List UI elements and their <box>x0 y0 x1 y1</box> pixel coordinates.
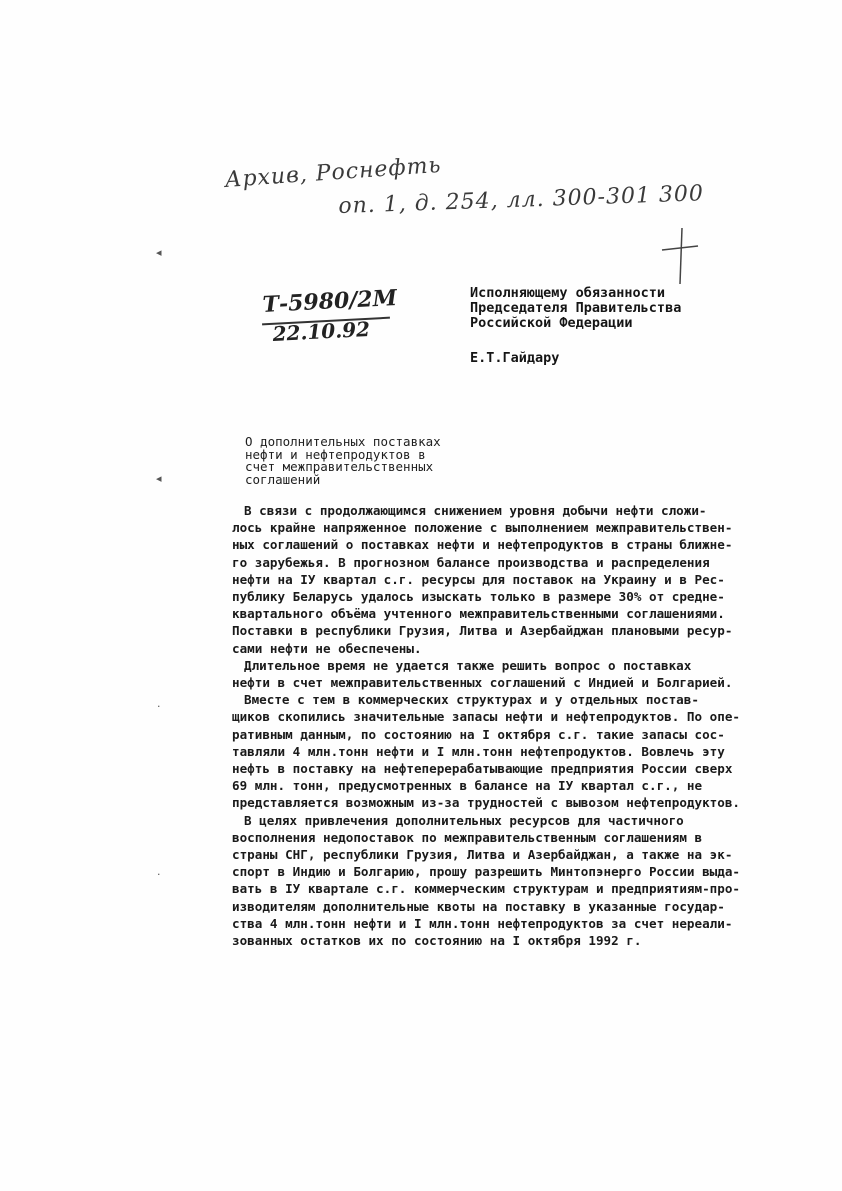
body-line: ративным данным, по состоянию на I октября с.г. такие запасы сос- <box>232 726 725 742</box>
addressee-line: Российской Федерации <box>470 315 633 331</box>
subject-line: нефти и нефтепродуктов в <box>245 446 426 462</box>
body-line: страны СНГ, республики Грузия, Литва и Азербайджан, а также на эк- <box>232 847 733 863</box>
archive-note-line2: оп. 1, д. 254, лл. 300-301 300 <box>338 181 705 219</box>
registration-number: Т-5980/2М <box>262 284 398 318</box>
body-line: спорт в Индию и Болгарию, прошу разрешить Минтопэнерго России выда- <box>232 864 740 880</box>
body-line: лось крайне напряженное положение с выполнением межправительствен- <box>232 520 733 536</box>
body-line: В целях привлечения дополнительных ресурсов для частичного <box>244 812 684 828</box>
letter-body <box>232 502 740 949</box>
addressee-line: Исполняющему обязанности <box>470 285 666 301</box>
body-line: щиков скопились значительные запасы нефти и нефтепродуктов. По опе- <box>232 709 740 725</box>
body-line: сами нефти не обеспечены. <box>232 640 422 656</box>
body-line: ных соглашений о поставках нефти и нефтепродуктов в страны ближне- <box>232 537 733 553</box>
margin-mark: · <box>157 868 161 881</box>
subject-line: О дополнительных поставках <box>245 434 441 449</box>
archive-note-line1: Архив, Роснефть <box>224 152 443 193</box>
body-line: нефть в поставку на нефтеперерабатывающие предприятия России сверх <box>232 761 733 777</box>
body-line: зованных остатков их по состоянию на I октября 1992 г. <box>232 933 642 949</box>
registration-date: 22.10.92 <box>272 316 371 346</box>
body-line: восполнения недопоставок по межправительственным соглашениям в <box>232 829 703 845</box>
body-line: вать в IУ квартале с.г. коммерческим структурам и предприятиям-про- <box>232 881 740 897</box>
body-line: нефти на IУ квартал с.г. ресурсы для поставок на Украину и в Рес- <box>232 571 725 587</box>
addressee-line: Председателя Правительства <box>470 300 682 316</box>
body-line: квартального объёма учтенного межправительственными соглашениями. <box>232 606 725 622</box>
body-line: Поставки в республики Грузия, Литва и Азербайджан плановыми ресур- <box>232 623 733 639</box>
body-line: представляется возможным из-за трудностей с вывозом нефтепродуктов. <box>232 795 740 811</box>
body-line: ства 4 млн.тонн нефти и I млн.тонн нефтепродуктов за счет нереали- <box>232 915 733 931</box>
addressee-name: Е.Т.Гайдару <box>470 350 560 366</box>
subject-line: соглашений <box>245 471 321 487</box>
margin-mark: ◂ <box>156 472 162 485</box>
margin-mark: ◂ <box>156 246 162 259</box>
handwritten-cross-mark <box>660 226 700 286</box>
body-line: публику Беларусь удалось изыскать только в размере 30% от средне- <box>232 589 725 605</box>
body-line: Длительное время не удается также решить вопрос о поставках <box>244 657 692 673</box>
body-line: го зарубежья. В прогнозном балансе производства и распределения <box>232 554 710 570</box>
body-line: 69 млн. тонн, предусмотренных в балансе на IУ квартал с.г., не <box>232 778 703 794</box>
body-line: Вместе с тем в коммерческих структурах и у отдельных постав- <box>244 692 699 708</box>
subject-line: счет межправительственных <box>245 459 434 474</box>
body-line: изводителям дополнительные квоты на поставку в указанные государ- <box>232 898 725 914</box>
addressee-block <box>470 286 681 366</box>
subject-heading <box>245 436 441 486</box>
body-line: нефти в счет межправительственных соглашений с Индией и Болгарией. <box>232 675 733 691</box>
body-line: тавляли 4 млн.тонн нефти и I млн.тонн нефтепродуктов. Вовлечь эту <box>232 743 725 759</box>
body-line: В связи с продолжающимся снижением уровня добычи нефти сложи- <box>244 503 707 518</box>
margin-mark: · <box>157 700 161 713</box>
